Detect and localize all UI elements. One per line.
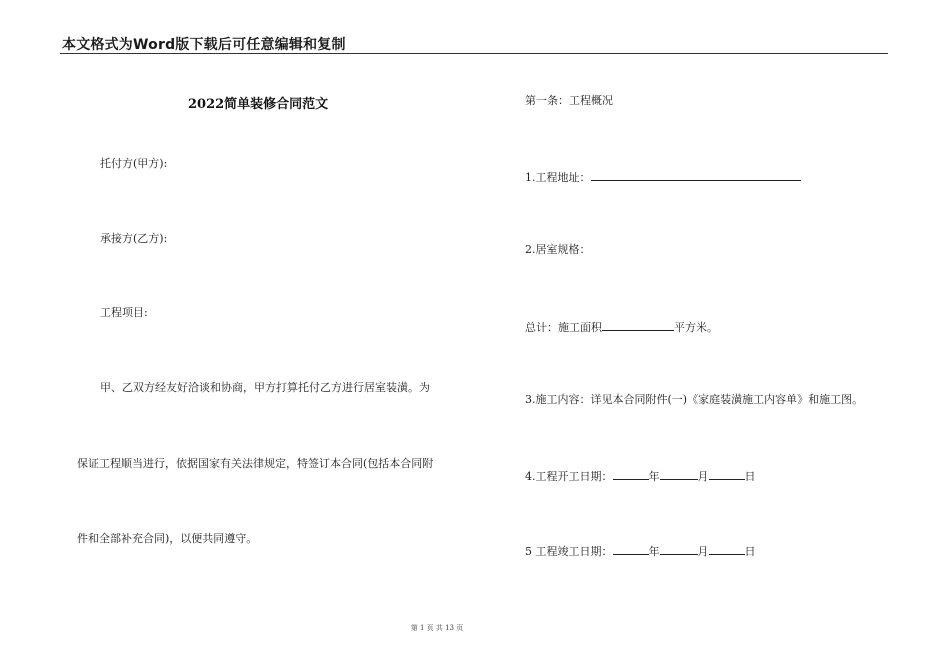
paragraph-line-2: 保证工程顺当进行，依据国家有关法律规定，特签订本合同(包括本合同附	[77, 457, 434, 470]
start-day-blank	[709, 468, 745, 480]
project-label: 工程项目:	[100, 306, 148, 319]
end-month-blank	[660, 543, 698, 555]
address-row	[525, 169, 801, 185]
paragraph-line-3: 件和全部补充合同)，以便共同遵守。	[77, 532, 258, 545]
end-day-blank	[709, 543, 745, 555]
end-date-row	[525, 543, 756, 559]
area-row	[525, 319, 718, 335]
start-date-label: 4.工程开工日期：	[525, 470, 613, 483]
address-blank	[591, 169, 801, 181]
end-year-unit: 年	[648, 545, 660, 558]
document-title: 2022简单装修合同范文	[188, 97, 329, 112]
area-blank	[602, 319, 674, 331]
address-label: 1.工程地址：	[525, 171, 591, 184]
end-month-unit: 月	[697, 545, 709, 558]
spec-label: 2.居室规格：	[525, 243, 591, 256]
start-month-unit: 月	[697, 470, 709, 483]
start-day-unit: 日	[744, 470, 756, 483]
client-party-label: 托付方(甲方):	[100, 157, 168, 170]
contractor-party-label: 承接方(乙方):	[100, 232, 168, 245]
area-suffix: 平方米。	[674, 321, 718, 334]
start-month-blank	[660, 468, 698, 480]
paragraph-line-1: 甲、乙双方经友好洽谈和协商，甲方打算托付乙方进行居室装潢。为	[100, 381, 430, 394]
right-column	[475, 0, 950, 672]
content-row: 3.施工内容：详见本合同附件(一)《家庭装潢施工内容单》和施工图。	[525, 393, 864, 406]
start-year-blank	[613, 468, 649, 480]
page-number: 第 1 页 共 13 页	[410, 624, 464, 632]
area-prefix: 总计：施工面积	[525, 321, 602, 334]
start-year-unit: 年	[648, 470, 660, 483]
document-header: 本文格式为Word版下载后可任意编辑和复制	[62, 37, 346, 53]
end-day-unit: 日	[744, 545, 756, 558]
start-date-row	[525, 468, 756, 484]
end-year-blank	[613, 543, 649, 555]
section-heading: 第一条：工程概况	[525, 94, 613, 107]
end-date-label: 5 工程竣工日期：	[525, 545, 613, 558]
